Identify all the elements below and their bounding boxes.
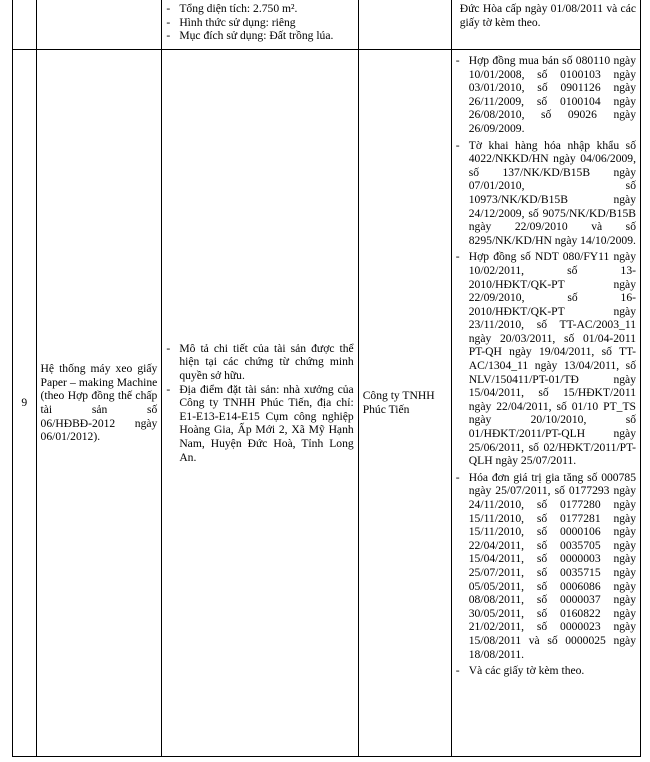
list-item: - Mục đích sử dụng: Đất trồng lúa. — [166, 29, 334, 43]
item-text: Hóa đơn giá trị gia tăng số 000785 ngày 25/07/2011, số 0177293 ngày 24/11/2010, số 0177280 ngày 15/11/2010, số 0177281 ngày 15/11/2010, số 0000106 ngày 22/04/2011, số 0035705 ngày 15/04/2011, số 0000003 ngày 25/07/2011, số 0035715 ngày 05/05/2011, số 0006086 ngày 08/08/2011, số 0000037 ngày 30/05/2011, số 0160822 ngày 21/02/2011, số 0000023 ngày 15/08/2011 và số 0000025 ngày 18/08/2011. — [468, 470, 636, 661]
stt-cell: 9 — [13, 50, 37, 757]
list-item: - Hóa đơn giá trị gia tăng số 000785 ngày 25/07/2011, số 0177293 ngày 24/11/2010, số 0177280 ngày 15/11/2010, số 0177281 ngày 15/11/2010, số 0000106 ngày 22/04/2011, số 0035705 ngày 15/04/2011, số 0000003 ngày 25/07/2011, số 0035715 ngày 05/05/2011, số 0006086 ngày 08/08/2011, số 0000037 ngày 30/05/2011, số 0160822 ngày 21/02/2011, số 0000023 ngày 15/08/2011 và số 0000025 ngày 18/08/2011. — [455, 470, 636, 661]
table-row — [13, 0, 641, 50]
item-text: Hình thức sử dụng: riêng — [179, 15, 296, 29]
list-item: - Hình thức sử dụng: riêng — [166, 15, 296, 29]
item-text: Tờ khai hàng hóa nhập khẩu số 4022/NKKD/HN ngày 04/06/2009, số 137/NK/KD/B15B ngày 07/01/2010, số 10973/NK/KD/B15B ngày 24/12/2009, số 9075/NK/KD/B15B ngày 22/09/2010 và số 8295/NK/KD/HN ngày 14/10/2009. — [468, 138, 636, 247]
list-item: - Tờ khai hàng hóa nhập khẩu số 4022/NKKD/HN ngày 04/06/2009, số 137/NK/KD/B15B ngày 07/01/2010, số 10973/NK/KD/B15B ngày 24/12/2009, số 9075/NK/KD/B15B ngày 22/09/2010 và số 8295/NK/KD/HN ngày 14/10/2009. — [455, 138, 636, 247]
list-item: - Hợp đồng mua bán số 080110 ngày 10/01/2008, số 0100103 ngày 03/01/2010, số 0901126 ngày 26/11/2009, số 0100104 ngày 26/08/2010, số 09026 ngày 26/09/2009. — [455, 54, 636, 135]
item-text: Địa điểm đặt tài sản: nhà xưởng của Công ty TNHH Phúc Tiến, địa chỉ: E1-E13-E14-E15 Cụm công nghiệp Hoàng Gia, Ấp Mới 2, Xã Mỹ Hạnh Nam, Huyện Đức Hoà, Tỉnh Long An. — [179, 382, 354, 464]
owner-cell — [358, 50, 451, 757]
item-text: Mục đích sử dụng: Đất trồng lúa. — [179, 29, 334, 43]
asset-name-cell — [36, 0, 162, 50]
owner-name: Công ty TNHH Phúc Tiến — [362, 389, 435, 416]
stt-cell — [13, 0, 37, 50]
table-row — [13, 50, 641, 757]
list-item: - Địa điểm đặt tài sản: nhà xưởng của Công ty TNHH Phúc Tiến, địa chỉ: E1-E13-E14-E15 Cụm công nghiệp Hoàng Gia, Ấp Mới 2, Xã Mỹ Hạnh Nam, Huyện Đức Hoà, Tỉnh Long An. — [166, 382, 354, 464]
item-text: Tổng diện tích: 2.750 m². — [179, 2, 298, 15]
list-item: - Hợp đồng số NDT 080/FY11 ngày 10/02/2011, số 13-2010/HĐKT/QK-PT ngày 22/09/2010, số 16-2010/HĐKT/QK-PT ngày 23/11/2010, số TT-AC/2003_11 ngày 20/03/2011, số 01/04-2011 PT-QH ngày 19/04/2011, số TT-AC/1304_11 ngày 13/04/2011, số NLV/150411/PT-01/TĐ ngày 15/04/2011, số 15/HĐKT/2011 ngày 22/04/2011, số 01/10 PT_TS ngày 20/10/2010, số 01/HĐKT/2011/PT-QLH ngày 25/06/2011, số 02/HĐKT/2011/PT-QLH ngày 25/07/2011. — [455, 250, 636, 468]
asset-table — [12, 0, 641, 757]
details-cell — [162, 0, 358, 50]
item-text: Và các giấy tờ kèm theo. — [468, 664, 585, 678]
item-text: Mô tả chi tiết của tài sản được thể hiện tại các chứng từ chứng minh quyền sở hữu. — [179, 341, 354, 383]
documents-text: Đức Hòa cấp ngày 01/08/2011 và các giấy tờ kèm theo. — [459, 2, 636, 29]
list-item: - Và các giấy tờ kèm theo. — [455, 664, 585, 678]
owner-cell — [358, 0, 451, 50]
asset-name-cell — [36, 50, 162, 757]
list-item: - Mô tả chi tiết của tài sản được thể hiện tại các chứng từ chứng minh quyền sở hữu. — [166, 341, 354, 383]
list-item: - Tổng diện tích: 2.750 m². — [166, 2, 298, 15]
documents-cell — [451, 0, 640, 50]
item-text: Hợp đồng số NDT 080/FY11 ngày 10/02/2011, số 13-2010/HĐKT/QK-PT ngày 22/09/2010, số 16-2010/HĐKT/QK-PT ngày 23/11/2010, số TT-AC/2003_11 ngày 20/03/2011, số 01/04-2011 PT-QH ngày 19/04/2011, số TT-AC/1304_11 ngày 13/04/2011, số NLV/150411/PT-01/TĐ ngày 15/04/2011, số 15/HĐKT/2011 ngày 22/04/2011, số 01/10 PT_TS ngày 20/10/2010, số 01/HĐKT/2011/PT-QLH ngày 25/06/2011, số 02/HĐKT/2011/PT-QLH ngày 25/07/2011. — [468, 250, 636, 468]
documents-cell — [451, 50, 640, 757]
asset-name: Hệ thống máy xeo giấy Paper – making Machine (theo Hợp đồng thế chấp tài sản số 06/HĐBĐ-2012 ngày 06/01/2012). — [40, 362, 158, 444]
details-cell — [162, 50, 358, 757]
item-text: Hợp đồng mua bán số 080110 ngày 10/01/2008, số 0100103 ngày 03/01/2010, số 0901126 ngày 26/11/2009, số 0100104 ngày 26/08/2010, số 09026 ngày 26/09/2009. — [468, 54, 636, 135]
